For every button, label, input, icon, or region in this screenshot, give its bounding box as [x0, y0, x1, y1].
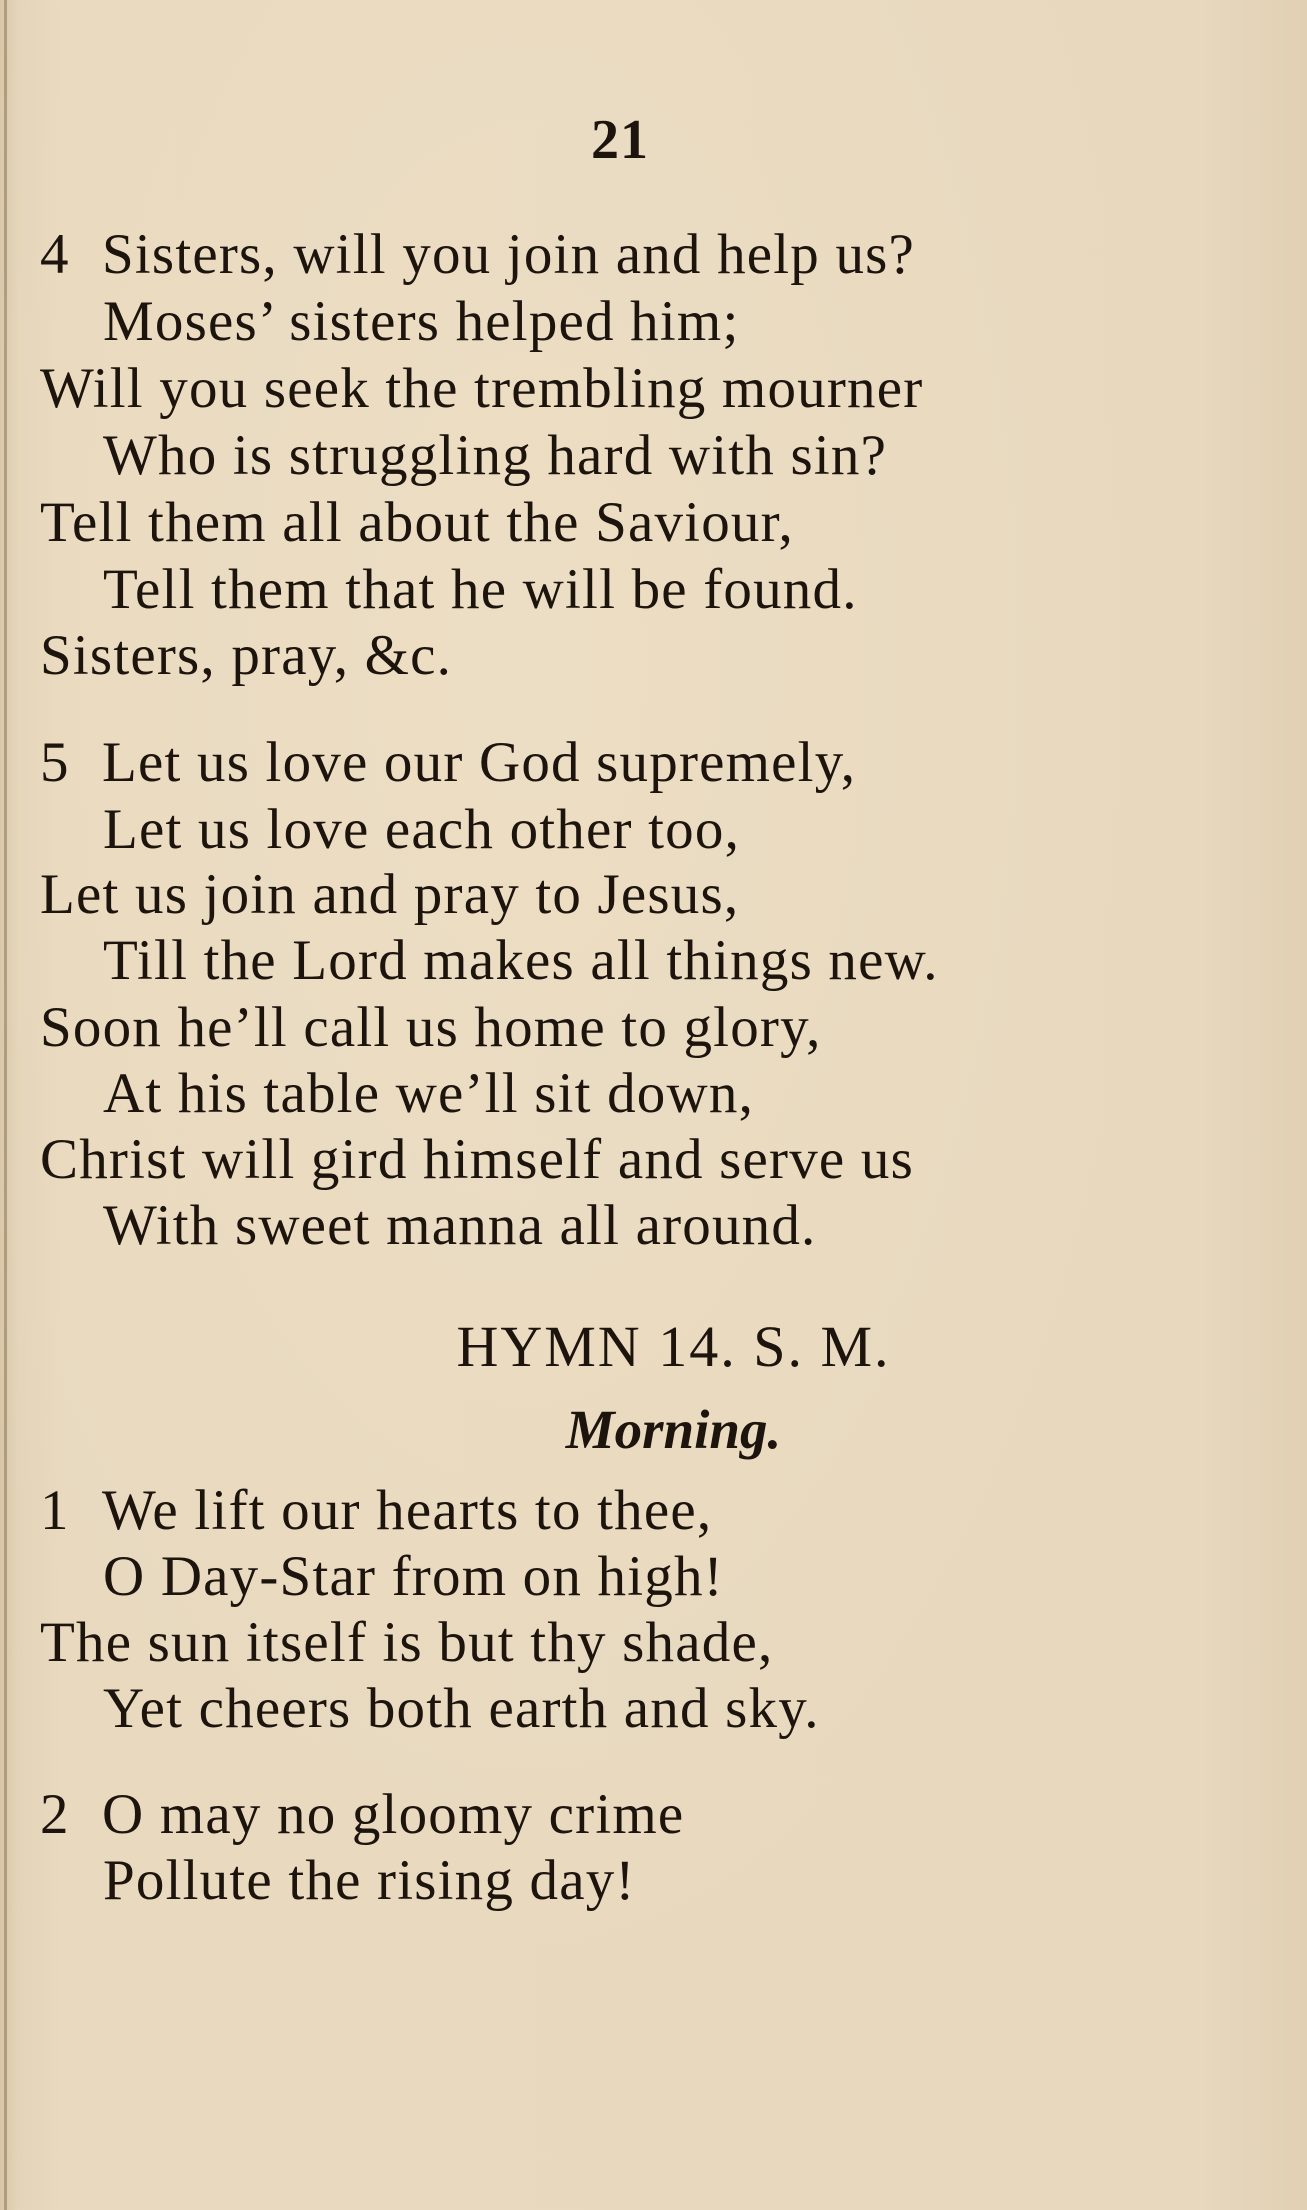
hymn-stanza-2-line-2: Pollute the rising day!: [103, 1849, 636, 1912]
hymn-title: HYMN 14. S. M.: [456, 1314, 891, 1379]
verse-text: O may no gloomy crime: [102, 1783, 685, 1846]
stanza-5-line-1: [40, 730, 856, 796]
stanza-number: 5: [40, 731, 70, 794]
stanza-4-line-7: Sisters, pray, &c.: [40, 624, 453, 687]
stanza-5-line-7: Christ will gird himself and serve us: [40, 1128, 914, 1191]
stanza-5-line-4: Till the Lord makes all things new.: [103, 929, 939, 992]
stanza-4-line-4: Who is struggling hard with sin?: [103, 424, 888, 487]
hymn-subtitle: Morning.: [565, 1399, 782, 1460]
stanza-5-line-3: Let us join and pray to Jesus,: [40, 863, 740, 926]
stanza-4-line-6: Tell them that he will be found.: [103, 558, 858, 621]
stanza-4-line-3: Will you seek the trembling mourner: [40, 357, 924, 420]
stanza-number: 1: [40, 1479, 70, 1542]
stanza-5-line-2: Let us love each other too,: [103, 798, 741, 861]
verse-text: Sisters, will you join and help us?: [102, 223, 916, 286]
stanza-5-line-8: With sweet manna all around.: [103, 1194, 817, 1257]
stanza-4-line-2: Moses’ sisters helped him;: [103, 290, 740, 353]
stanza-5-line-5: Soon he’ll call us home to glory,: [40, 996, 822, 1059]
stanza-5-line-6: At his table we’ll sit down,: [103, 1062, 755, 1125]
stanza-4-line-5: Tell them all about the Saviour,: [40, 491, 794, 554]
stanza-number: 4: [40, 223, 70, 286]
stanza-4-line-1: [40, 222, 915, 288]
verse-text: We lift our hearts to thee,: [102, 1479, 713, 1542]
page-edge: [4, 0, 7, 2210]
page-number: 21: [591, 109, 649, 171]
verse-text: Let us love our God supremely,: [102, 731, 857, 794]
stanza-number: 2: [40, 1783, 70, 1846]
hymn-stanza-1-line-3: The sun itself is but thy shade,: [40, 1611, 774, 1674]
hymn-stanza-1-line-4: Yet cheers both earth and sky.: [103, 1677, 820, 1740]
hymn-stanza-2-line-1: [40, 1782, 684, 1848]
hymn-stanza-1-line-2: O Day-Star from on high!: [103, 1545, 724, 1608]
hymn-stanza-1-line-1: [40, 1478, 712, 1544]
